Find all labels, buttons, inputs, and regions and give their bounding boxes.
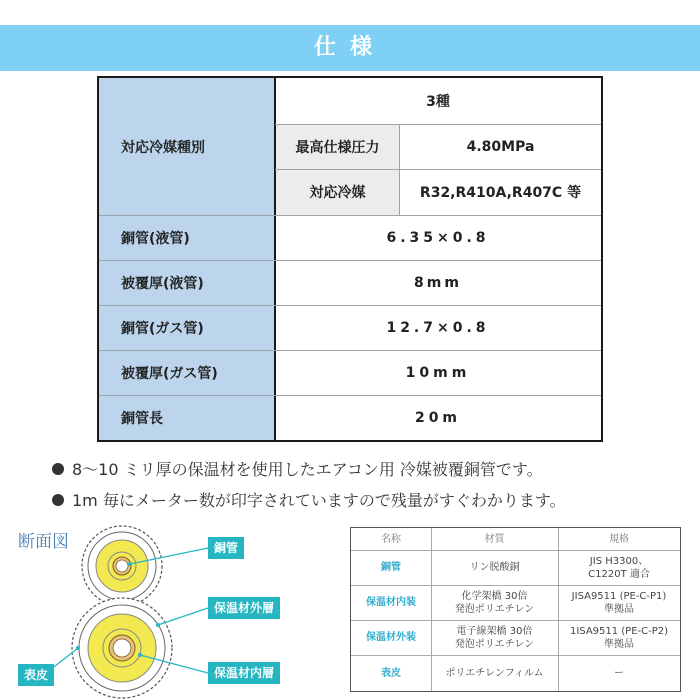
spec-divider: [99, 350, 601, 351]
spec-label-length: 銅管長: [99, 395, 275, 440]
materials-header: 材質: [484, 533, 505, 545]
material-standard: [558, 620, 680, 655]
liquid-pipe-section: [82, 526, 162, 606]
spec-refrigerant-label: 対応冷媒: [275, 169, 400, 215]
materials-header: 名称: [381, 533, 401, 545]
materials-divider: [351, 550, 680, 551]
title-banner: [0, 25, 700, 71]
spec-pressure-value: 4.80MPa: [400, 124, 601, 169]
callout-inner-insulation: 保温材内層: [208, 662, 280, 684]
material-type: [431, 585, 558, 620]
material-type: [431, 655, 558, 691]
spec-label-liquid-pipe: 銅管(液管): [99, 215, 275, 260]
material-standard: [558, 550, 680, 585]
spec-divider: [99, 305, 601, 306]
bullet-icon: [52, 494, 64, 506]
material-name: 表皮: [381, 667, 401, 679]
leader-line: [158, 608, 208, 625]
spec-table: [97, 76, 603, 442]
spec-label-refrigerant-type: 対応冷媒種別: [99, 78, 275, 215]
materials-divider: [558, 528, 559, 691]
cross-section-title: 断面図: [18, 532, 69, 552]
spec-gas-pipe-value: 12.7×0.8: [275, 305, 601, 350]
materials-divider: [431, 528, 432, 691]
spec-refrigerant-value: R32,R410A,R407C 等: [400, 169, 601, 215]
spec-divider: [275, 124, 601, 125]
material-type: [431, 620, 558, 655]
spec-label-liquid-cover: 被覆厚(液管): [99, 260, 275, 305]
note-text: 8〜10 ミリ厚の保温材を使用したエアコン用 冷媒被覆銅管です。: [72, 460, 543, 479]
material-name: 銅管: [381, 562, 401, 573]
material-standard-line: 準拠品: [604, 638, 634, 650]
spec-liquid-pipe-value: 6.35×0.8: [275, 215, 601, 260]
spec-length-value: 20m: [275, 395, 601, 440]
bullet-icon: [52, 463, 64, 475]
material-type-line: 電子線架橋 30倍: [456, 625, 533, 637]
spec-divider: [99, 260, 601, 261]
material-standard-line: C1220T 適合: [588, 568, 650, 580]
material-standard: [558, 655, 680, 691]
material-standard-line: 準拠品: [604, 603, 634, 615]
banner-title: 仕様: [313, 35, 386, 60]
spec-divider: [274, 78, 276, 440]
material-standard-line: JIS H3300、: [589, 555, 649, 567]
spec-liquid-cover-value: 8mm: [275, 260, 601, 305]
material-standard: [558, 585, 680, 620]
material-type-line: 発泡ポリエチレン: [454, 603, 535, 615]
callout-outer-insulation: 保温材外層: [208, 597, 280, 619]
material-standard-line: JISA9511 (PE-C-P1): [571, 590, 667, 602]
spec-pressure-label: 最高仕様圧力: [275, 124, 400, 169]
material-standard-line: ー: [614, 667, 624, 679]
material-type-line: リン脱酸銅: [469, 562, 520, 573]
material-type: [431, 550, 558, 585]
material-name: 保温材外装: [366, 632, 416, 643]
spec-grade: 3種: [275, 78, 601, 124]
materials-divider: [351, 585, 680, 586]
materials-table: [350, 527, 681, 692]
callout-copper: 銅管: [208, 537, 244, 559]
material-name: 保温材内装: [366, 597, 416, 608]
material-standard-line: 1ISA9511 (PE-C-P2): [569, 625, 669, 637]
gas-pipe-section: [72, 598, 172, 698]
spec-label-gas-cover: 被覆厚(ガス管): [99, 350, 275, 395]
note-item: [52, 457, 543, 480]
note-item: [52, 488, 566, 511]
materials-divider: [351, 655, 680, 656]
callout-skin: 表皮: [18, 664, 54, 686]
spec-divider: [99, 215, 601, 216]
spec-divider: [275, 169, 601, 170]
note-text: 1m 毎にメーター数が印字されていますので残量がすぐわかります。: [72, 491, 566, 510]
spec-gas-cover-value: 10mm: [275, 350, 601, 395]
spec-label-gas-pipe: 銅管(ガス管): [99, 305, 275, 350]
materials-divider: [351, 620, 680, 621]
material-type-line: 化学架橋 30倍: [461, 590, 528, 602]
material-type-line: 発泡ポリエチレン: [454, 638, 535, 650]
material-type-line: ポリエチレンフィルム: [445, 667, 544, 679]
spec-divider: [99, 395, 601, 396]
materials-header: 規格: [609, 533, 629, 545]
